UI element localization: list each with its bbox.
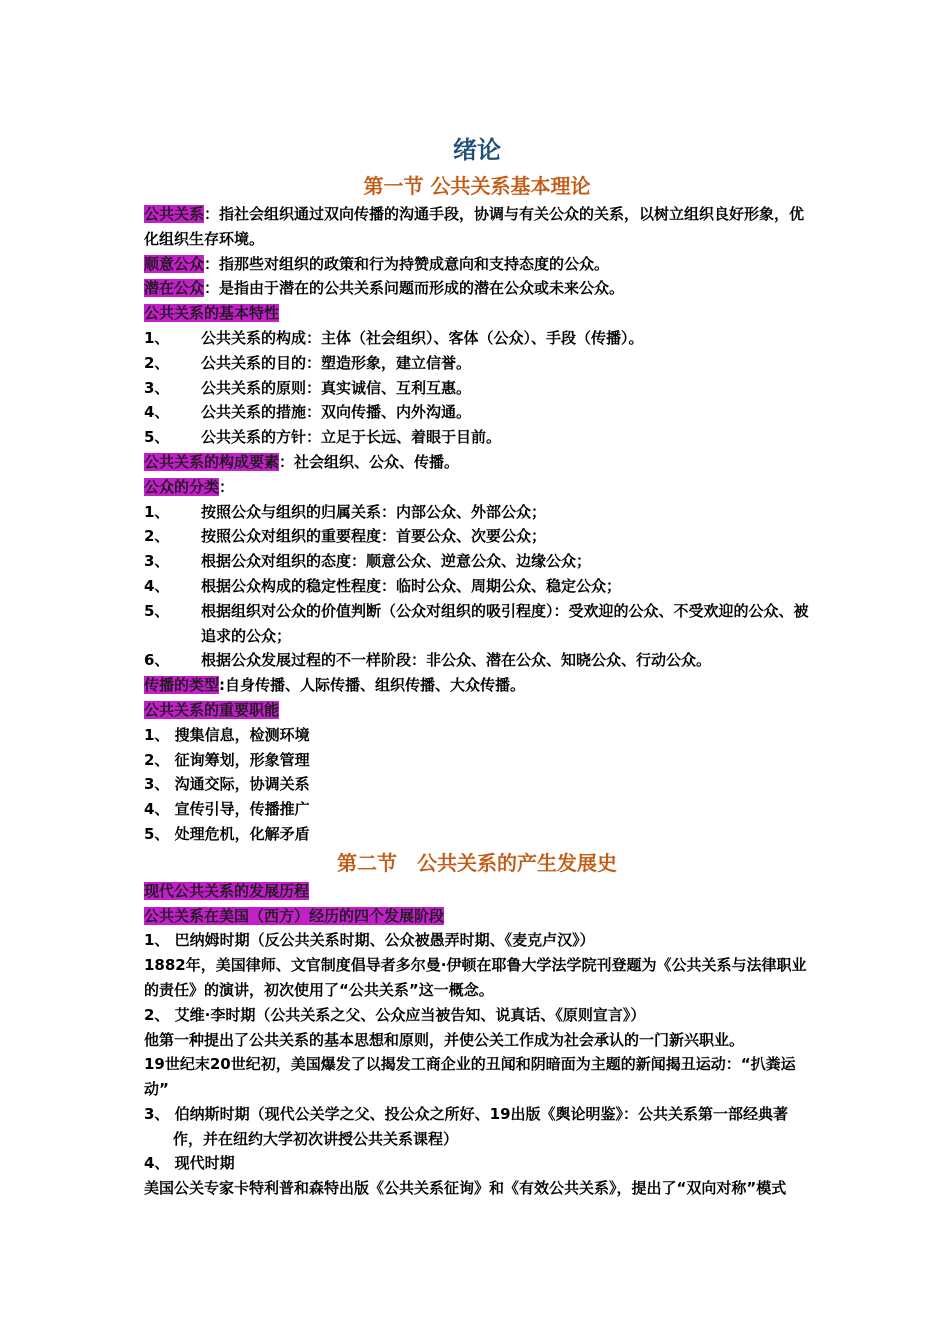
list-text: 公共关系的目的：塑造形象，建立信誉。 (201, 353, 472, 372)
list-number: 2、 (144, 353, 170, 372)
list-item: 2、 征询筹划，形象管理 (144, 750, 310, 769)
elements-line (144, 450, 810, 475)
list-number: 3、 (144, 552, 170, 571)
list-text: 公共关系的措施：双向传播、内外沟通。 (201, 403, 472, 422)
term-highlight: 潜在公众 (144, 279, 205, 298)
list-item (144, 500, 810, 525)
list-text: 按照公众对组织的重要程度：首要公众、次要公众； (201, 527, 547, 546)
list-text: 公共关系的构成：主体（社会组织）、客体（公众）、手段（传播）。 (201, 328, 644, 347)
definition-text: ： (219, 477, 235, 496)
term-highlight: 公共关系的基本特性 (144, 304, 280, 323)
list-number: 5、 (144, 428, 170, 447)
definition-text: :自身传播、人际传播、组织传播、大众传播。 (219, 676, 526, 695)
list-item (144, 574, 810, 599)
list-text: 根据公众发展过程的不一样阶段：非公众、潜在公众、知晓公众、行动公众。 (201, 651, 712, 670)
list-item: 4、 宣传引导，传播推广 (144, 800, 310, 819)
list-number: 4、 (144, 576, 170, 595)
term-highlight: 现代公共关系的发展历程 (144, 881, 310, 900)
list-item: 5、 处理危机，化解矛盾 (144, 824, 310, 843)
term-highlight: 公共关系的重要职能 (144, 700, 280, 719)
development-heading (144, 879, 810, 904)
comm-types-line (144, 673, 810, 698)
list-item (144, 351, 810, 376)
list-item (144, 524, 810, 549)
history-item: 3、 伯纳斯时期（现代公关学之父、投公众之所好、19出版《舆论明鉴》：公共关系第一部经典著作，并在纽约大学初次讲授公共关系课程） (144, 1104, 789, 1148)
list-item (144, 549, 810, 574)
history-line: 2、 艾维·李时期（公共关系之父、公众应当被告知、说真话、《原则宣言》） (144, 1005, 646, 1024)
list-item (144, 648, 810, 673)
history-paragraph: 19世纪末20世纪初，美国爆发了以揭发工商企业的丑闻和阴暗面为主题的新闻揭丑运动：“扒粪运动” (144, 1055, 796, 1099)
list-item (144, 400, 810, 425)
history-paragraph: 他第一种提出了公共关系的基本思想和原则，并使公关工作成为社会承认的一门新兴职业。 (144, 1030, 745, 1049)
list-text: 根据公众对组织的态度：顺意公众、逆意公众、边缘公众； (201, 552, 592, 571)
list-number: 1、 (144, 502, 170, 521)
definition-text: ：是指由于潜在的公共关系问题而形成的潜在公众或未来公众。 (204, 279, 625, 298)
definition-text: ：社会组织、公众、传播。 (279, 452, 460, 471)
list-number: 3、 (144, 378, 170, 397)
definition-public-relations (144, 202, 810, 252)
history-paragraph: 1882年，美国律师、文官制度倡导者多尔曼·伊顿在耶鲁大学法学院刊登题为《公共关系与法律职业的责任》的演讲，初次使用了“公共关系”这一概念。 (144, 956, 807, 999)
term-highlight: 公共关系的构成要素 (144, 452, 280, 471)
list-text: 公共关系的方针：立足于长远、着眼于目前。 (201, 428, 502, 447)
list-item (144, 326, 810, 351)
term-highlight: 传播的类型 (144, 676, 220, 695)
history-line: 1、 巴纳姆时期（反公共关系时期、公众被愚弄时期、《麦克卢汉》） (144, 931, 595, 950)
list-text: 公共关系的原则：真实诚信、互利互惠。 (201, 378, 472, 397)
stages-heading (144, 904, 810, 929)
list-number: 4、 (144, 403, 170, 422)
list-item (144, 376, 810, 401)
term-highlight: 公众的分类 (144, 477, 220, 496)
definition-text: ：指那些对组织的政策和行为持赞成意向和支持态度的公众。 (204, 254, 610, 273)
list-item (144, 599, 810, 649)
list-text: 根据组织对公众的价值判断（公众对组织的吸引程度）：受欢迎的公众、不受欢迎的公众、被追求的公众； (201, 601, 809, 645)
list-text: 根据公众构成的稳定性程度：临时公众、周期公众、稳定公众； (201, 576, 622, 595)
list-item (144, 425, 810, 450)
main-title: 绪论 (453, 136, 501, 164)
definition-latent-public (144, 276, 810, 301)
term-highlight: 公共关系在美国（西方）经历的四个发展阶段 (144, 906, 445, 925)
features-heading (144, 301, 810, 326)
term-highlight: 顺意公众 (144, 254, 205, 273)
list-number: 6、 (144, 651, 170, 670)
list-item: 1、 搜集信息，检测环境 (144, 725, 310, 744)
definition-favorable-public (144, 252, 810, 277)
classification-heading (144, 475, 810, 500)
section1-title: 第一节 公共关系基本理论 (363, 174, 591, 198)
history-paragraph: 美国公关专家卡特利普和森特出版《公共关系征询》和《有效公共关系》，提出了“双向对称”模式 (144, 1179, 787, 1198)
list-item: 3、 沟通交际，协调关系 (144, 775, 310, 794)
functions-heading (144, 698, 810, 723)
document-body (144, 130, 810, 1201)
history-line: 4、 现代时期 (144, 1154, 235, 1173)
list-text: 按照公众与组织的归属关系：内部公众、外部公众； (201, 502, 547, 521)
list-number: 2、 (144, 527, 170, 546)
list-number: 1、 (144, 328, 170, 347)
definition-text: ：指社会组织通过双向传播的沟通手段，协调与有关公众的关系，以树立组织良好形象，优化组织生存环境。 (144, 205, 805, 248)
list-number: 5、 (144, 601, 170, 620)
term-highlight: 公共关系 (144, 205, 205, 223)
section2-title: 第二节 公共关系的产生发展史 (337, 850, 617, 875)
